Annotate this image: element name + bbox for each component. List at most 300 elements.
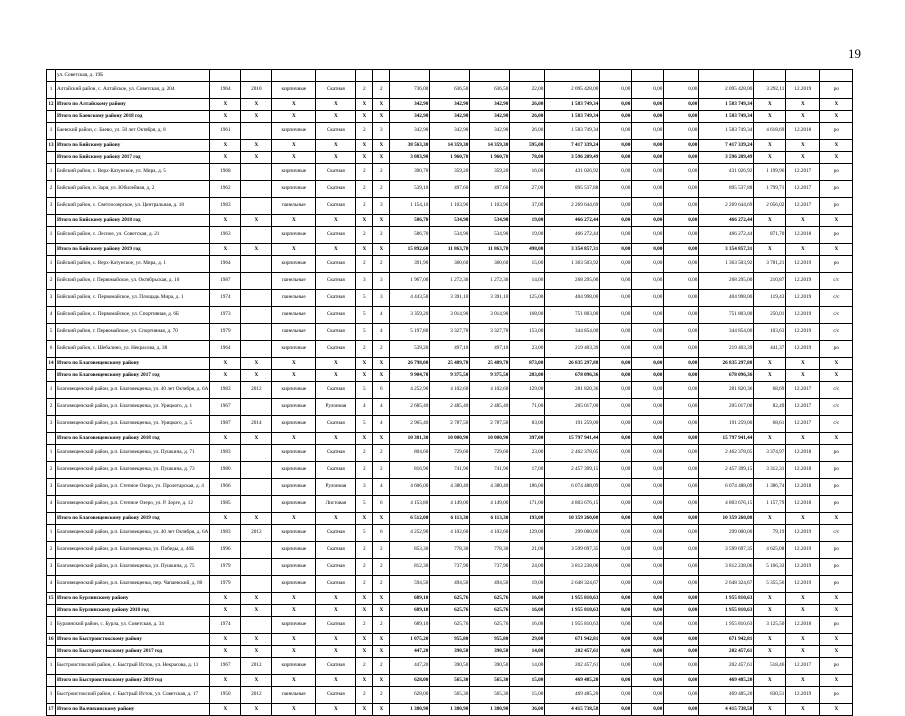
federal-funds-cell [600, 70, 632, 82]
total-area-cell: 4 153,80 [390, 496, 430, 513]
unit-cost-cell: X [754, 358, 786, 370]
total-cost-cell: 4 415 738,58 [545, 704, 600, 716]
federal-funds-cell: 0,00 [600, 382, 632, 399]
method-cell: X [820, 433, 853, 445]
floors-cell: 5 [356, 307, 373, 324]
total-area-cell: 5 197,80 [390, 324, 430, 341]
table-row [47, 307, 853, 324]
local-funds-cell: 0,00 [664, 593, 699, 605]
roof-type-cell: Скатная [316, 198, 356, 215]
floors-cell: X [356, 99, 373, 111]
residents-cell: 16,00 [510, 593, 545, 605]
residents-cell: 27,00 [510, 181, 545, 198]
wall-material-cell: кирпичные [272, 576, 316, 593]
local-funds-cell: 0,00 [664, 525, 699, 542]
total-area-cell: 26 798,00 [390, 358, 430, 370]
page-number: 19 [848, 46, 861, 61]
floors-cell: X [356, 675, 373, 687]
address-cell: Итого по Баевскому району 2018 год [56, 111, 210, 123]
total-area-cell: 2 685,40 [390, 399, 430, 416]
method-cell: X [820, 593, 853, 605]
year-reconstructed-cell [241, 198, 272, 215]
unit-cost-cell: 830,51 [754, 687, 786, 704]
year-built-cell: 1962 [210, 181, 241, 198]
federal-funds-cell: 0,00 [600, 675, 632, 687]
entrances-cell: 3 [373, 123, 390, 140]
entrances-cell: 3 [373, 290, 390, 307]
address-cell: Бийский район, п. Заря, ул. Юбилейная, д. 2 [56, 181, 210, 198]
wall-material-cell [272, 70, 316, 82]
federal-funds-cell: 0,00 [600, 462, 632, 479]
method-cell: ро [820, 181, 853, 198]
entrances-cell: X [373, 704, 390, 716]
total-cost-cell: 3 596 209,49 [545, 152, 600, 164]
year-built-cell: 1987 [210, 273, 241, 290]
premises-area-cell: 2 485,40 [430, 399, 470, 416]
row-number-cell [47, 70, 56, 82]
entrances-cell: 2 [373, 462, 390, 479]
roof-type-cell: Скатная [316, 164, 356, 181]
local-funds-cell: 0,00 [664, 479, 699, 496]
roof-type-cell: X [316, 605, 356, 617]
year-built-cell: 1985 [210, 496, 241, 513]
regional-funds-cell: 0,00 [632, 341, 664, 358]
row-number-cell: 3 [47, 416, 56, 433]
year-reconstructed-cell [241, 542, 272, 559]
wall-material-cell: X [272, 111, 316, 123]
owner-funds-cell: 1 955 810,63 [699, 605, 754, 617]
total-cost-cell: 431 026,92 [545, 164, 600, 181]
year-reconstructed-cell: X [241, 215, 272, 227]
unit-cost-cell [754, 70, 786, 82]
year-built-cell: 1964 [210, 341, 241, 358]
unit-cost-cell: X [754, 244, 786, 256]
row-number-cell: 3 [47, 290, 56, 307]
completion-date-cell: 12.2019 [786, 324, 820, 341]
residents-cell: 23,00 [510, 341, 545, 358]
address-cell: Благовещенский район, р.п. Благовещенка, ул. Урицкого, д. 5 [56, 416, 210, 433]
address-cell: Алтайский район, с. Алтайское, ул. Советская, д. 204 [56, 82, 210, 99]
residential-area-cell: 11 863,70 [470, 244, 510, 256]
total-area-cell: 391,90 [390, 256, 430, 273]
wall-material-cell: кирпичные [272, 462, 316, 479]
year-built-cell: 1968 [210, 164, 241, 181]
residents-cell: 19,00 [510, 227, 545, 244]
roof-type-cell: X [316, 152, 356, 164]
unit-cost-cell: 1 199,96 [754, 164, 786, 181]
total-area-cell: 4 252,90 [390, 525, 430, 542]
premises-area-cell: 9 375,50 [430, 370, 470, 382]
local-funds-cell: 0,00 [664, 215, 699, 227]
method-cell: с/с [820, 290, 853, 307]
local-funds-cell: 0,00 [664, 687, 699, 704]
total-area-cell: 10 381,30 [390, 433, 430, 445]
total-area-cell: 812,30 [390, 559, 430, 576]
total-row [47, 704, 853, 716]
year-reconstructed-cell: X [241, 605, 272, 617]
table-row [47, 687, 853, 704]
floors-cell: X [356, 646, 373, 658]
address-cell: Итого по Благовещенскому району 2018 год [56, 433, 210, 445]
regional-funds-cell: 0,00 [632, 273, 664, 290]
wall-material-cell: кирпичные [272, 256, 316, 273]
method-cell: ро [820, 256, 853, 273]
completion-date-cell: X [786, 370, 820, 382]
unit-cost-cell: 210,87 [754, 273, 786, 290]
total-area-cell: 853,30 [390, 542, 430, 559]
year-built-cell: 1983 [210, 198, 241, 215]
year-reconstructed-cell [241, 559, 272, 576]
premises-area-cell: 10 000,90 [430, 433, 470, 445]
method-cell: X [820, 140, 853, 152]
federal-funds-cell: 0,00 [600, 542, 632, 559]
completion-date-cell: X [786, 140, 820, 152]
table-row [47, 82, 853, 99]
total-area-cell [390, 70, 430, 82]
premises-area-cell: 6 113,30 [430, 513, 470, 525]
regional-funds-cell: 0,00 [632, 358, 664, 370]
table-row [47, 462, 853, 479]
owner-funds-cell: 1 583 749,34 [699, 111, 754, 123]
table-row [47, 290, 853, 307]
premises-area-cell: 1 103,90 [430, 198, 470, 215]
regional-funds-cell: 0,00 [632, 462, 664, 479]
entrances-cell: X [373, 593, 390, 605]
residents-cell: 595,00 [510, 140, 545, 152]
address-cell: Благовещенский район, р.п. Благовещенка, ул. 40 лет Октября, д. 6А [56, 382, 210, 399]
local-funds-cell: 0,00 [664, 324, 699, 341]
residents-cell: 19,00 [510, 215, 545, 227]
total-cost-cell [545, 70, 600, 82]
regional-funds-cell: 0,00 [632, 675, 664, 687]
total-area-cell: 342,90 [390, 123, 430, 140]
method-cell: X [820, 370, 853, 382]
owner-funds-cell: 3 812 238,06 [699, 559, 754, 576]
entrances-cell: 6 [373, 496, 390, 513]
completion-date-cell: 12.2019 [786, 542, 820, 559]
premises-area-cell: 11 863,70 [430, 244, 470, 256]
federal-funds-cell: 0,00 [600, 358, 632, 370]
regional-funds-cell: 0,00 [632, 111, 664, 123]
total-row [47, 370, 853, 382]
total-area-cell: 628,00 [390, 675, 430, 687]
owner-funds-cell: 2 462 378,05 [699, 445, 754, 462]
total-area-cell: 689,10 [390, 617, 430, 634]
total-row [47, 646, 853, 658]
floors-cell: 2 [356, 445, 373, 462]
table-row [47, 445, 853, 462]
regional-funds-cell: 0,00 [632, 445, 664, 462]
year-reconstructed-cell [241, 479, 272, 496]
completion-date-cell: X [786, 244, 820, 256]
total-cost-cell: 10 359 260,08 [545, 513, 600, 525]
local-funds-cell: 0,00 [664, 111, 699, 123]
wall-material-cell: панельные [272, 307, 316, 324]
owner-funds-cell: 4 415 738,58 [699, 704, 754, 716]
completion-date-cell: 12.2017 [786, 164, 820, 181]
owner-funds-cell: 202 457,61 [699, 646, 754, 658]
local-funds-cell: 0,00 [664, 370, 699, 382]
table-row [47, 198, 853, 215]
row-number-cell [47, 646, 56, 658]
wall-material-cell: X [272, 605, 316, 617]
entrances-cell: 2 [373, 164, 390, 181]
owner-funds-cell: 678 096,36 [699, 370, 754, 382]
table-row [47, 227, 853, 244]
wall-material-cell: X [272, 140, 316, 152]
regional-funds-cell: 0,00 [632, 227, 664, 244]
total-cost-cell: 1 583 749,34 [545, 111, 600, 123]
year-built-cell: 1983 [210, 445, 241, 462]
year-reconstructed-cell: 2014 [241, 416, 272, 433]
method-cell: с/с [820, 307, 853, 324]
year-built-cell: X [210, 634, 241, 646]
total-cost-cell: 6 074 488,09 [545, 479, 600, 496]
residential-area-cell: 497,10 [470, 341, 510, 358]
federal-funds-cell: 0,00 [600, 181, 632, 198]
year-built-cell: 1966 [210, 479, 241, 496]
method-cell: с/с [820, 324, 853, 341]
roof-type-cell: Скатная [316, 82, 356, 99]
residents-cell: 168,00 [510, 307, 545, 324]
completion-date-cell: 12.2018 [786, 123, 820, 140]
unit-cost-cell: 68,61 [754, 416, 786, 433]
owner-funds-cell: 7 417 339,24 [699, 140, 754, 152]
address-cell: Бийский район, с. Лесное, ул. Советская, д. 21 [56, 227, 210, 244]
entrances-cell: 2 [373, 617, 390, 634]
method-cell: ро [820, 479, 853, 496]
year-reconstructed-cell [241, 445, 272, 462]
unit-cost-cell: 1 799,71 [754, 181, 786, 198]
year-reconstructed-cell [241, 70, 272, 82]
total-area-cell: 689,10 [390, 605, 430, 617]
residential-area-cell: 342,90 [470, 111, 510, 123]
entrances-cell: X [373, 215, 390, 227]
roof-type-cell: Скатная [316, 559, 356, 576]
premises-area-cell: 625,76 [430, 593, 470, 605]
premises-area-cell: 565,30 [430, 687, 470, 704]
residential-area-cell: 3 327,70 [470, 324, 510, 341]
residential-area-cell: 741,90 [470, 462, 510, 479]
residents-cell: 125,00 [510, 290, 545, 307]
roof-type-cell: X [316, 593, 356, 605]
table-row [47, 399, 853, 416]
federal-funds-cell: 0,00 [600, 399, 632, 416]
total-cost-cell: 678 096,36 [545, 370, 600, 382]
year-built-cell: 1980 [210, 462, 241, 479]
unit-cost-cell: X [754, 140, 786, 152]
wall-material-cell: X [272, 152, 316, 164]
local-funds-cell: 0,00 [664, 445, 699, 462]
floors-cell: 2 [356, 227, 373, 244]
regional-funds-cell: 0,00 [632, 370, 664, 382]
total-row [47, 513, 853, 525]
residential-area-cell: 534,90 [470, 227, 510, 244]
entrances-cell: 2 [373, 542, 390, 559]
row-number-cell: 2 [47, 181, 56, 198]
year-reconstructed-cell: X [241, 111, 272, 123]
local-funds-cell: 0,00 [664, 181, 699, 198]
total-area-cell: 3 083,90 [390, 152, 430, 164]
floors-cell: X [356, 140, 373, 152]
floors-cell: 2 [356, 687, 373, 704]
floors-cell: 2 [356, 462, 373, 479]
residents-cell [510, 70, 545, 82]
completion-date-cell [786, 70, 820, 82]
year-reconstructed-cell [241, 576, 272, 593]
residential-area-cell: 4 102,60 [470, 525, 510, 542]
total-cost-cell: 469 485,20 [545, 675, 600, 687]
roof-type-cell: Скатная [316, 341, 356, 358]
total-area-cell: 628,00 [390, 687, 430, 704]
year-reconstructed-cell: X [241, 358, 272, 370]
floors-cell: 2 [356, 341, 373, 358]
regional-funds-cell: 0,00 [632, 416, 664, 433]
residential-area-cell: 1 380,90 [470, 704, 510, 716]
year-reconstructed-cell: X [241, 152, 272, 164]
unit-cost-cell: 119,43 [754, 290, 786, 307]
wall-material-cell: кирпичные [272, 525, 316, 542]
residential-area-cell: 778,30 [470, 542, 510, 559]
residential-area-cell: 534,90 [470, 215, 510, 227]
roof-type-cell: X [316, 646, 356, 658]
address-cell: Итого по Быстроистокскому району 2017 год [56, 646, 210, 658]
address-cell: Итого по Бурлинскому району 2018 год [56, 605, 210, 617]
regional-funds-cell: 0,00 [632, 559, 664, 576]
residents-cell: 498,00 [510, 244, 545, 256]
roof-type-cell: X [316, 634, 356, 646]
regional-funds-cell: 0,00 [632, 687, 664, 704]
premises-area-cell: 3 014,90 [430, 307, 470, 324]
entrances-cell: X [373, 244, 390, 256]
total-cost-cell: 7 417 339,24 [545, 140, 600, 152]
federal-funds-cell: 0,00 [600, 370, 632, 382]
floors-cell: 2 [356, 123, 373, 140]
total-row [47, 593, 853, 605]
row-number-cell: 1 [47, 227, 56, 244]
entrances-cell: 2 [373, 658, 390, 675]
floors-cell: 2 [356, 181, 373, 198]
wall-material-cell: X [272, 215, 316, 227]
entrances-cell: X [373, 140, 390, 152]
owner-funds-cell: 205 017,00 [699, 399, 754, 416]
address-cell: Благовещенский район, р.п. Степное Озеро, ул. Р. Зорге, д. 12 [56, 496, 210, 513]
wall-material-cell: кирпичные [272, 658, 316, 675]
owner-funds-cell: 219 403,39 [699, 341, 754, 358]
premises-area-cell: 25 489,70 [430, 358, 470, 370]
address-cell: Бийский район, г. Первомайское, ул. Октябрьская, д. 10 [56, 273, 210, 290]
address-cell: Бийский район, с. Светлоозерское, ул. Центральная, д. 18 [56, 198, 210, 215]
method-cell: X [820, 634, 853, 646]
total-area-cell: 1 154,10 [390, 198, 430, 215]
premises-area-cell: 342,90 [430, 99, 470, 111]
floors-cell: X [356, 433, 373, 445]
roof-type-cell: X [316, 513, 356, 525]
owner-funds-cell: 1 955 810,63 [699, 593, 754, 605]
regional-funds-cell: 0,00 [632, 496, 664, 513]
row-number-cell: 1 [47, 617, 56, 634]
wall-material-cell: кирпичные [272, 399, 316, 416]
residential-area-cell: 565,30 [470, 687, 510, 704]
federal-funds-cell: 0,00 [600, 704, 632, 716]
owner-funds-cell: 26 835 297,88 [699, 358, 754, 370]
address-cell: Благовещенский район, р.п. Благовещенка, пер. Чапаевский, д. 80 [56, 576, 210, 593]
row-number-cell: 3 [47, 559, 56, 576]
entrances-cell: 3 [373, 198, 390, 215]
local-funds-cell: 0,00 [664, 273, 699, 290]
roof-type-cell: Скатная [316, 542, 356, 559]
regional-funds-cell: 0,00 [632, 382, 664, 399]
floors-cell: X [356, 215, 373, 227]
local-funds-cell: 0,00 [664, 382, 699, 399]
local-funds-cell: 0,00 [664, 416, 699, 433]
total-cost-cell: 3 354 857,31 [545, 244, 600, 256]
federal-funds-cell: 0,00 [600, 227, 632, 244]
premises-area-cell: 955,80 [430, 634, 470, 646]
table-row [47, 382, 853, 399]
premises-area-cell: 342,90 [430, 111, 470, 123]
premises-area-cell: 729,60 [430, 445, 470, 462]
floors-cell: 2 [356, 542, 373, 559]
owner-funds-cell: 404 998,00 [699, 290, 754, 307]
table-row [47, 658, 853, 675]
local-funds-cell: 0,00 [664, 290, 699, 307]
unit-cost-cell: 3 374,97 [754, 445, 786, 462]
premises-area-cell: 14 359,30 [430, 140, 470, 152]
residents-cell: 15,00 [510, 256, 545, 273]
total-row [47, 358, 853, 370]
floors-cell [356, 70, 373, 82]
total-area-cell: 4 252,90 [390, 382, 430, 399]
floors-cell: 2 [356, 658, 373, 675]
regional-funds-cell: 0,00 [632, 605, 664, 617]
wall-material-cell: панельные [272, 273, 316, 290]
completion-date-cell: X [786, 215, 820, 227]
regional-funds-cell: 0,00 [632, 290, 664, 307]
unit-cost-cell: 518,46 [754, 658, 786, 675]
owner-funds-cell: 2 269 644,69 [699, 198, 754, 215]
entrances-cell: 4 [373, 307, 390, 324]
row-number-cell: 1 [47, 82, 56, 99]
total-cost-cell: 2 462 378,05 [545, 445, 600, 462]
roof-type-cell: X [316, 140, 356, 152]
address-cell: Баевский район, с. Баево, ул. 50 лет Октября, д. 8 [56, 123, 210, 140]
entrances-cell: 2 [373, 82, 390, 99]
wall-material-cell: панельные [272, 198, 316, 215]
residential-area-cell: 3 391,10 [470, 290, 510, 307]
address-cell: Бийский район, с. Верх-Катунское, ул. Мира, д. 5 [56, 164, 210, 181]
completion-date-cell: X [786, 704, 820, 716]
year-reconstructed-cell [241, 227, 272, 244]
year-reconstructed-cell: X [241, 634, 272, 646]
table-row [47, 617, 853, 634]
federal-funds-cell: 0,00 [600, 576, 632, 593]
total-area-cell: 390,70 [390, 164, 430, 181]
premises-area-cell: 4 149,00 [430, 496, 470, 513]
federal-funds-cell: 0,00 [600, 646, 632, 658]
residential-area-cell: 6 113,30 [470, 513, 510, 525]
row-number-cell: 1 [47, 525, 56, 542]
completion-date-cell: X [786, 99, 820, 111]
year-reconstructed-cell: X [241, 646, 272, 658]
roof-type-cell: Скатная [316, 227, 356, 244]
residents-cell: 19,00 [510, 576, 545, 593]
year-built-cell: 1974 [210, 617, 241, 634]
entrances-cell: X [373, 433, 390, 445]
year-reconstructed-cell: X [241, 99, 272, 111]
total-cost-cell: 26 835 297,88 [545, 358, 600, 370]
year-reconstructed-cell: 2012 [241, 687, 272, 704]
